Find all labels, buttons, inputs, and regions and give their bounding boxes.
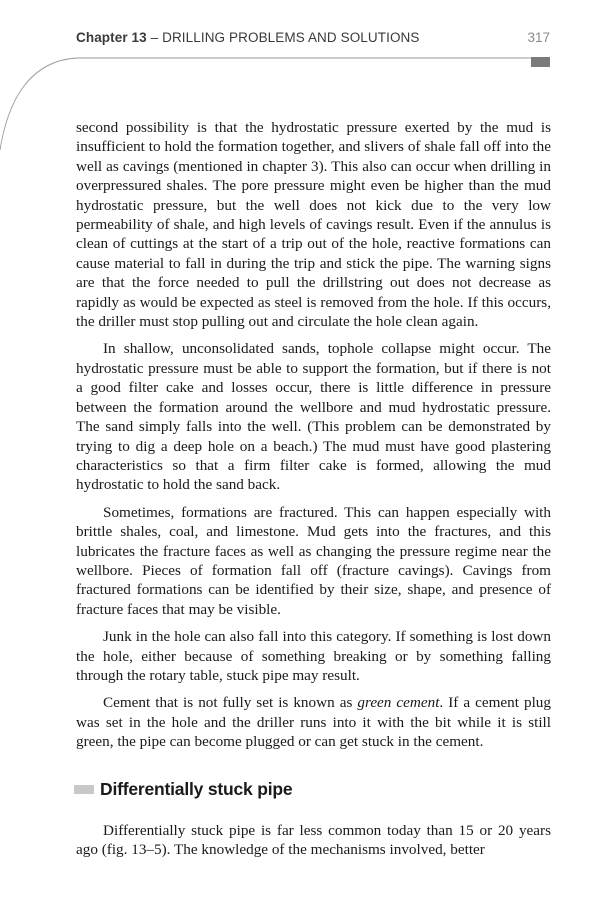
- chapter-title: DRILLING PROBLEMS AND SOLUTIONS: [162, 30, 420, 45]
- header-separator: –: [146, 30, 163, 45]
- paragraph-3: Sometimes, formations are fractured. This can happen especially with brittle shales, coal, and limestone. Mud gets into the fractures, and this lubricates the fracture faces as well as changing the pressure regime near the wellbore. Pieces of formation fall off (fracture cavings). Cavings from fractured formations can be identified by their size, shape, and presence of fracture faces that may be visible.: [76, 503, 551, 618]
- green-cement-term: green cement: [357, 694, 440, 712]
- section-heading: [74, 780, 551, 799]
- paragraph-6: Differentially stuck pipe is far less common today than 15 or 20 years ago (fig. 13–5). The knowledge of the mechanisms involved, better: [76, 822, 551, 859]
- page-number: 317: [527, 30, 550, 45]
- body-text: [76, 118, 551, 868]
- heading-marker-icon: [74, 785, 94, 794]
- paragraph-5-lead: Cement that is not fully set is known as: [103, 694, 358, 712]
- section-heading-text: Differentially stuck pipe: [100, 778, 293, 799]
- paragraph-5-rest: . If a cement plug was set in the hole and the driller runs into it with the bit while it is still green, the pipe can become plugged or can get stuck in the cement.: [76, 694, 551, 751]
- running-header: [76, 30, 420, 45]
- paragraph-5: [76, 693, 551, 751]
- paragraph-1: second possibility is that the hydrostatic pressure exerted by the mud is insufficient to hold the formation together, and slivers of shale fall off into the well as cavings (mentioned in chapter 3). This also can occur when drilling in overpressured shales. The pore pressure might even be higher than the mud hydrostatic pressure, but the well does not kick due to the very low permeability of shale, and high levels of cavings result. Even if the annulus is clean of cuttings at the start of a trip out of the hole, reactive formations can cause material to fall in during the trip and stick the pipe. The warning signs are that the force needed to pull the drillstring out does not decrease as rapidly as would be expected as steel is removed from the hole. If this occurs, the driller must stop pulling out and circulate the hole clean again.: [76, 119, 551, 331]
- corner-tab-marker: [531, 57, 550, 67]
- paragraph-2: In shallow, unconsolidated sands, tophole collapse might occur. The hydrostatic pressure must be able to support the formation, but if there is not a good filter cake and losses occur, there is little difference in pressure between the formation around the wellbore and mud hydrostatic pressure. The sand simply falls into the well. (This problem can be demonstrated by trying to dig a deep hole on a beach.) The mud must have good plastering characteristics so that a firm filter cake is formed, allowing the mud hydrostatic to hold the sand back.: [76, 340, 551, 494]
- paragraph-4: Junk in the hole can also fall into this category. If something is lost down the hole, either because of something breaking or by something falling through the rotary table, stuck pipe may result.: [76, 628, 551, 684]
- chapter-label: Chapter 13: [76, 30, 147, 45]
